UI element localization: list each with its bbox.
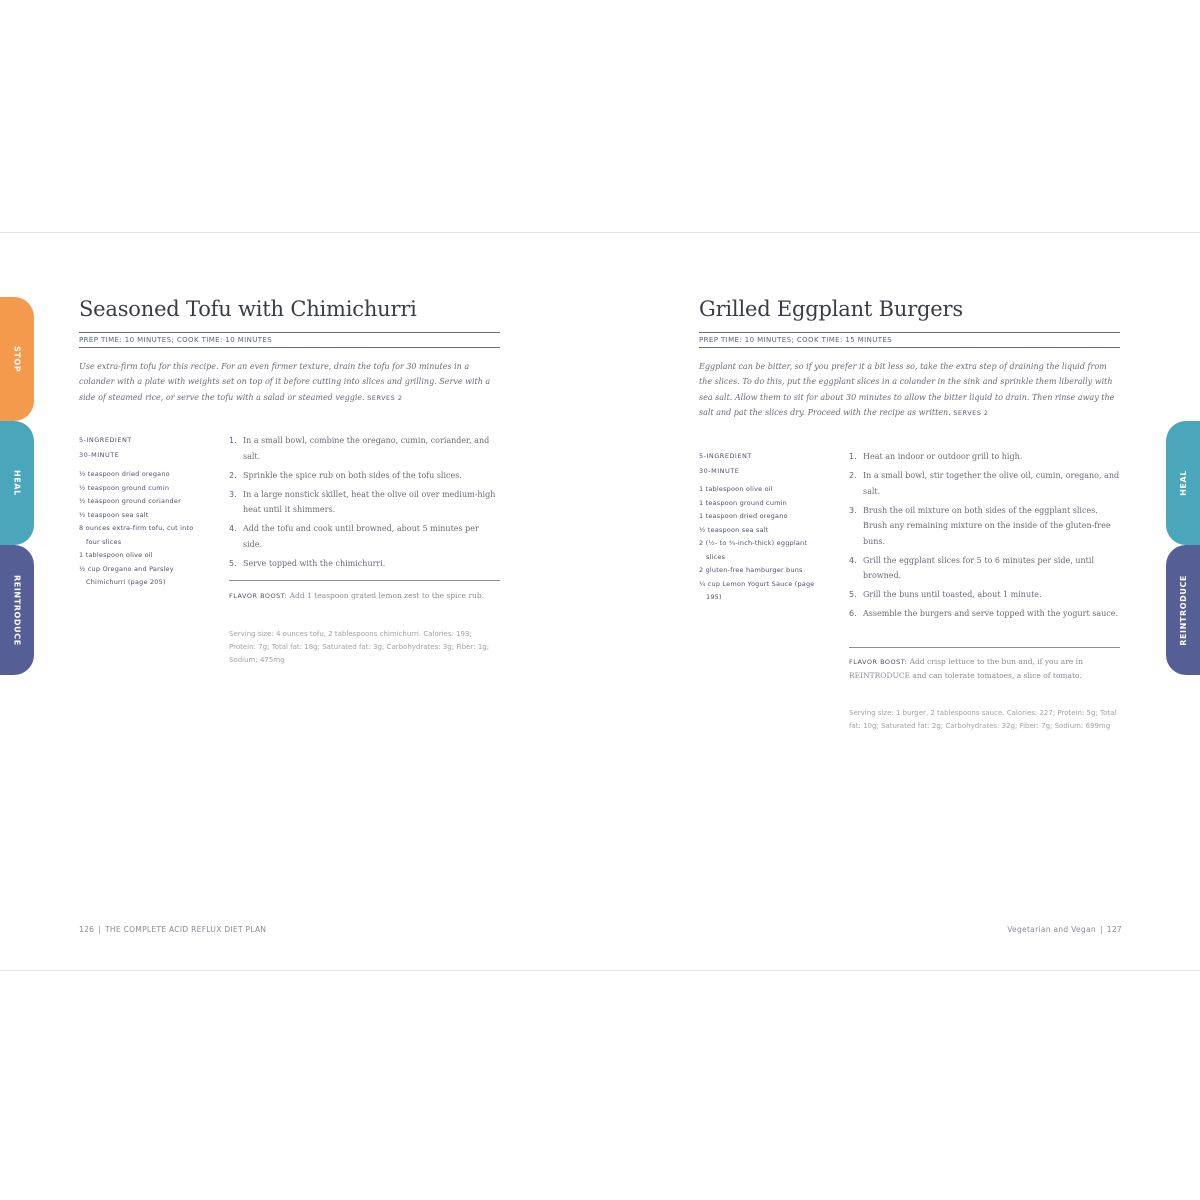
left-page [0, 233, 600, 970]
step-text: Grill the eggplant slices for 5 to 6 minutes per side, until browned. [863, 555, 1094, 580]
recipe-title: Grilled Eggplant Burgers [699, 297, 963, 321]
tab-heal[interactable] [1166, 421, 1200, 545]
ingredient-item: 2 (½- to ¾-inch-thick) eggplant slices [699, 539, 808, 561]
step-number: 6. [849, 609, 857, 618]
step-number: 3. [849, 505, 857, 515]
divider [849, 647, 1120, 648]
step-number: 1. [849, 452, 857, 461]
tab-heal-label: HEAL [12, 470, 22, 496]
tab-stop-label: STOP [12, 345, 22, 373]
ingredient-item: 8 ounces extra-firm tofu, cut into four slices [79, 524, 194, 546]
step-item [229, 487, 500, 518]
serves-label: SERVES 2 [367, 393, 403, 402]
ingredient-item: ¼ cup Lemon Yogurt Sauce (page 195) [699, 579, 815, 601]
tab-heal-label: HEAL [1178, 470, 1188, 496]
step-text: In a large nonstick skillet, heat the olive oil over medium-high heat until it shimmers. [243, 489, 496, 514]
step-number: 1. [229, 436, 237, 445]
flavor-boost-text: Add crisp lettuce to the bun and, if you are in REINTRODUCE and can tolerate tomatoes, a slice of tomato. [849, 657, 1083, 680]
step-item [229, 556, 500, 572]
flavor-boost-text: Add 1 teaspoon grated lemon zest to the spice rub. [289, 591, 485, 600]
step-number: 2. [849, 471, 857, 480]
prep-time: PREP TIME: 10 MINUTES; COOK TIME: 15 MINUTES [699, 332, 1120, 348]
label-5-ingredient: 5-INGREDIENT [699, 452, 752, 460]
page-number: 126 [79, 925, 95, 934]
ingredient-item: 1 tablespoon olive oil [699, 485, 773, 493]
label-30-minute: 30-MINUTE [699, 466, 740, 475]
ingredient-list [79, 468, 209, 590]
step-item [849, 606, 1120, 622]
step-item [849, 449, 1120, 465]
divider [229, 580, 500, 581]
step-text: Assemble the burgers and serve topped with the yogurt sauce. [863, 609, 1118, 618]
recipe-intro [699, 359, 1120, 421]
step-number: 4. [229, 524, 237, 533]
nutrition-info: Serving size: 1 burger, 2 tablespoons sauce. Calories: 227; Protein: 5g; Total fat: 10g; Saturated fat: 2g; Carbohydrates: 32g; Fiber: 7g; Sodium: 699mg [849, 709, 1117, 730]
intro-text: Eggplant can be bitter, so if you prefer it a bit less so, take the extra step of draining the liquid from the slices. To do this, put the eggplant slices in a colander in the sink and sprinkle them liberally with sea salt. Allow them to sit for about 30 minutes to allow the bitter liquid to drain. Then rinse away the salt and pat the slices dry. Proceed with the recipe as written. [699, 362, 1115, 417]
label-5-ingredient: 5-INGREDIENT [79, 436, 132, 444]
ingredient-item: 2 gluten-free hamburger buns [699, 566, 803, 574]
step-number: 4. [849, 555, 857, 565]
label-30-minute: 30-MINUTE [79, 450, 120, 459]
tab-reintroduce[interactable] [0, 545, 34, 675]
page-number: 127 [1106, 925, 1122, 934]
recipe-intro [79, 359, 500, 406]
flavor-boost [849, 655, 1120, 682]
flavor-boost-label: FLAVOR BOOST: [849, 658, 908, 666]
step-text: Add the tofu and cook until browned, about 5 minutes per side. [243, 524, 479, 549]
recipe-title: Seasoned Tofu with Chimichurri [79, 297, 417, 321]
ingredient-item: ½ teaspoon dried oregano [79, 470, 170, 478]
step-item [849, 503, 1120, 550]
step-item [229, 468, 500, 484]
step-number: 5. [849, 590, 857, 599]
footer-separator: | [1099, 925, 1103, 934]
tab-reintroduce[interactable] [1166, 545, 1200, 675]
intro-text: Use extra-firm tofu for this recipe. For an even firmer texture, drain the tofu for 30 minutes in a colander with a plate with weights set on top of it before cutting into slices and grilling. Serve with a side of steamed rice, or serve the tofu with a salad or steamed veggie. [79, 362, 491, 402]
recipe-labels [79, 433, 132, 462]
step-text: Heat an indoor or outdoor grill to high. [863, 452, 1023, 461]
ingredient-item: ½ teaspoon sea salt [699, 525, 769, 534]
ingredient-list [699, 483, 824, 605]
book-spread [0, 232, 1200, 971]
flavor-boost [229, 589, 500, 603]
step-item [229, 521, 500, 552]
step-item [849, 553, 1120, 584]
ingredient-item: 1 teaspoon dried oregano [699, 512, 788, 520]
step-number: 3. [229, 489, 237, 499]
tab-heal[interactable] [0, 421, 34, 545]
step-number: 2. [229, 470, 237, 480]
step-text: In a small bowl, combine the oregano, cumin, coriander, and salt. [243, 436, 490, 461]
ingredient-item: ½ teaspoon ground coriander [79, 497, 181, 505]
nutrition-info: Serving size: 4 ounces tofu, 2 tablespoons chimichurri. Calories: 193; Protein: 7g; Total fat: 18g; Saturated fat: 3g; Carbohydrates: 3g; Fiber: 1g; Sodium: 475mg [229, 630, 490, 664]
step-list [229, 433, 500, 575]
tab-reintroduce-label: REINTRODUCE [1178, 574, 1188, 646]
page-footer-left [79, 925, 266, 934]
step-item [849, 587, 1120, 603]
tab-stop[interactable] [0, 297, 34, 421]
step-item [229, 433, 500, 464]
step-number: 5. [229, 558, 237, 568]
section-title: Vegetarian and Vegan [1007, 925, 1096, 934]
page-footer-right [1007, 925, 1122, 934]
recipe-labels [699, 449, 752, 478]
right-page [600, 233, 1200, 970]
step-item [849, 468, 1120, 499]
step-text: Grill the buns until toasted, about 1 minute. [863, 590, 1042, 599]
step-text: In a small bowl, stir together the olive oil, cumin, oregano, and salt. [863, 471, 1120, 496]
step-text: Sprinkle the spice rub on both sides of the tofu slices. [243, 470, 462, 480]
ingredient-item: ½ teaspoon sea salt [79, 510, 149, 519]
step-text: Brush the oil mixture on both sides of the eggplant slices. Brush any remaining mixture on the inside of the gluten-free buns. [863, 505, 1111, 546]
ingredient-item: ½ cup Oregano and Parsley Chimichurri (page 205) [79, 564, 174, 586]
step-list [849, 449, 1120, 625]
footer-separator: | [98, 925, 102, 934]
serves-label: SERVES 2 [953, 408, 989, 417]
book-title: THE COMPLETE ACID REFLUX DIET PLAN [105, 925, 267, 934]
flavor-boost-label: FLAVOR BOOST: [229, 592, 288, 600]
tab-reintroduce-label: REINTRODUCE [12, 574, 22, 646]
ingredient-item: 1 teaspoon ground cumin [699, 498, 787, 507]
ingredient-item: ½ teaspoon ground cumin [79, 483, 170, 492]
prep-time: PREP TIME: 10 MINUTES; COOK TIME: 10 MINUTES [79, 332, 500, 348]
ingredient-item: 1 tablespoon olive oil [79, 551, 153, 559]
step-text: Serve topped with the chimichurri. [243, 558, 386, 568]
